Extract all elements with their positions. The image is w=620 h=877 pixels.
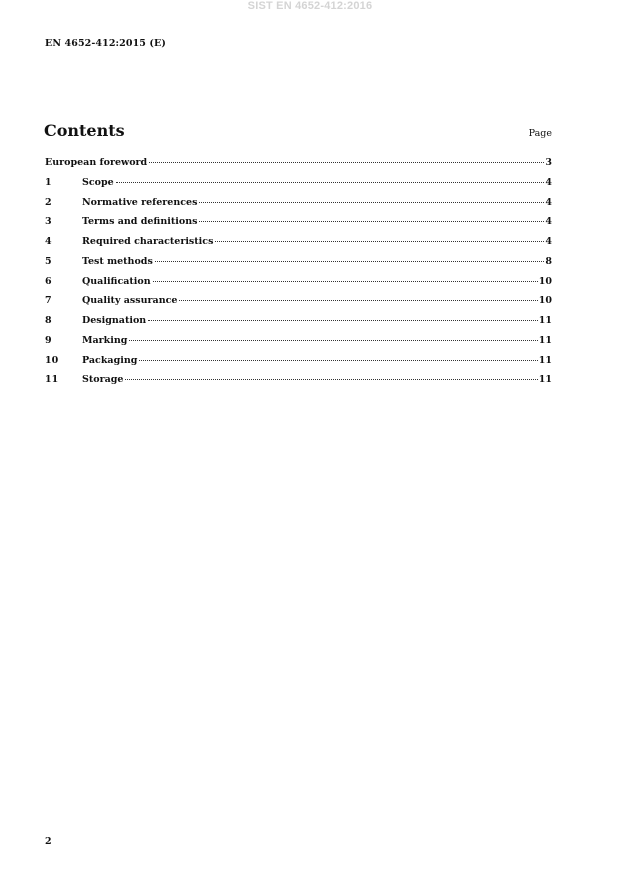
toc-entry-number: 3 bbox=[45, 216, 52, 228]
toc-entry-test-methods[interactable] bbox=[45, 256, 552, 276]
dot-leader bbox=[139, 360, 537, 361]
toc-entry-page: 10 bbox=[538, 295, 552, 307]
toc-entry-scope[interactable] bbox=[45, 177, 552, 197]
toc-entry-number: 4 bbox=[45, 236, 52, 247]
toc-entry-title: Qualification bbox=[82, 275, 151, 287]
contents-title: Contents bbox=[44, 121, 125, 140]
toc-entry-number: 11 bbox=[45, 374, 59, 386]
toc-entry-designation[interactable] bbox=[45, 315, 552, 335]
toc-entry-number: 5 bbox=[45, 255, 52, 267]
toc-entry-title: Storage bbox=[82, 374, 124, 386]
toc-entry-required-characteristics[interactable] bbox=[45, 236, 552, 256]
toc-entry-title: Test methods bbox=[82, 255, 153, 267]
toc-entry-number: 2 bbox=[45, 196, 52, 208]
dot-leader bbox=[116, 182, 545, 183]
dot-leader bbox=[199, 221, 544, 222]
toc-entry-packaging[interactable] bbox=[45, 355, 552, 375]
toc-entry-title: European foreword bbox=[45, 157, 148, 168]
toc-entry-number: 1 bbox=[45, 176, 52, 188]
toc-entry-page: 11 bbox=[538, 374, 552, 386]
dot-leader bbox=[153, 281, 538, 282]
toc-entry-page: 4 bbox=[545, 236, 552, 247]
dot-leader bbox=[155, 261, 545, 262]
dot-leader bbox=[199, 202, 544, 203]
toc-entry-terms-and-definitions[interactable] bbox=[45, 216, 552, 236]
toc-entry-title: Quality assurance bbox=[82, 295, 178, 307]
toc-entry-page: 3 bbox=[545, 157, 552, 168]
document-id: EN 4652-412:2015 (E) bbox=[45, 38, 166, 49]
toc-entry-european-foreword[interactable] bbox=[45, 157, 552, 177]
toc-entry-page: 11 bbox=[538, 334, 552, 346]
toc-entry-title: Required characteristics bbox=[82, 236, 214, 247]
toc-entry-title: Normative references bbox=[82, 196, 198, 208]
dot-leader bbox=[125, 379, 537, 380]
toc-entry-number: 9 bbox=[45, 334, 52, 346]
page-column-label: Page bbox=[528, 128, 552, 139]
toc-entry-quality-assurance[interactable] bbox=[45, 295, 552, 315]
toc-entry-qualification[interactable] bbox=[45, 276, 552, 296]
footer-page-number: 2 bbox=[45, 836, 52, 847]
toc-entry-page: 11 bbox=[538, 315, 552, 326]
toc-entry-title: Packaging bbox=[82, 354, 138, 366]
toc-entry-normative-references[interactable] bbox=[45, 197, 552, 217]
dot-leader bbox=[179, 300, 537, 301]
toc-entry-page: 4 bbox=[545, 196, 552, 208]
dot-leader bbox=[148, 320, 538, 321]
toc-entry-title: Scope bbox=[82, 176, 114, 188]
toc-entry-marking[interactable] bbox=[45, 335, 552, 355]
toc-entry-number: 6 bbox=[45, 275, 52, 287]
toc-entry-page: 10 bbox=[538, 275, 552, 287]
toc-entry-number: 8 bbox=[45, 315, 52, 326]
toc-entry-page: 4 bbox=[545, 216, 552, 228]
dot-leader bbox=[215, 241, 544, 242]
table-of-contents bbox=[45, 157, 552, 394]
dot-leader bbox=[129, 340, 537, 341]
toc-entry-title: Marking bbox=[82, 334, 128, 346]
toc-entry-page: 4 bbox=[545, 176, 552, 188]
toc-entry-number: 10 bbox=[45, 354, 59, 366]
toc-entry-title: Designation bbox=[82, 315, 147, 326]
toc-entry-page: 11 bbox=[538, 354, 552, 366]
toc-entry-number: 7 bbox=[45, 295, 52, 307]
watermark: SIST EN 4652-412:2016 bbox=[247, 0, 373, 12]
dot-leader bbox=[149, 162, 544, 163]
toc-entry-page: 8 bbox=[545, 255, 552, 267]
toc-entry-title: Terms and definitions bbox=[82, 216, 198, 228]
toc-entry-storage[interactable] bbox=[45, 374, 552, 394]
